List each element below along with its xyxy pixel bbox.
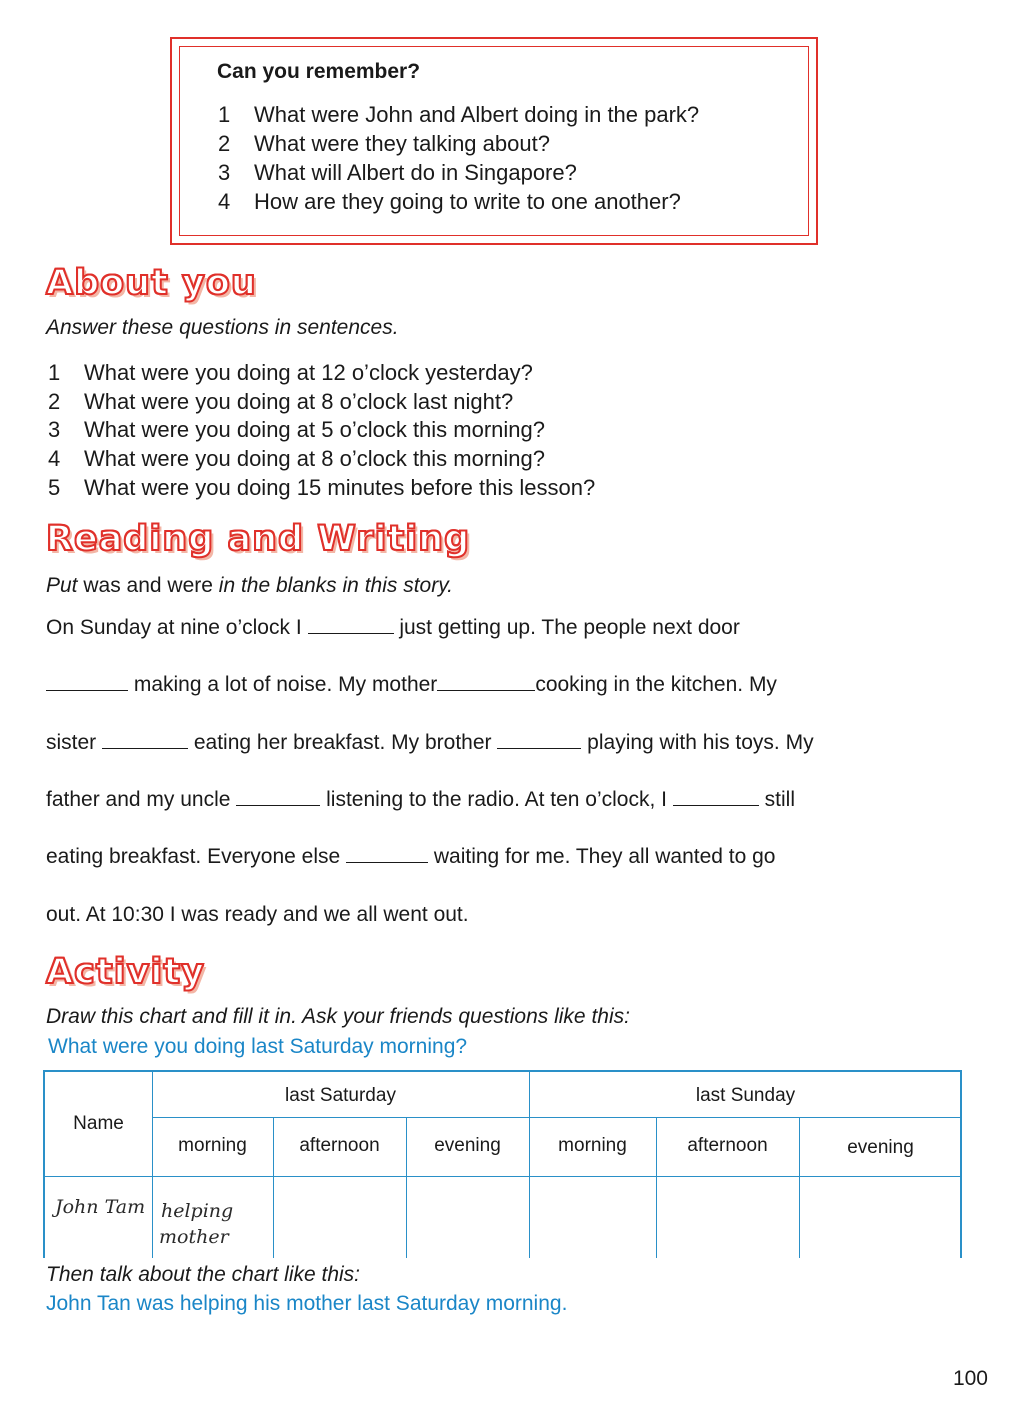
column-header: afternoon	[687, 1135, 768, 1156]
about-question	[48, 417, 545, 443]
name-header: Name	[73, 1113, 124, 1134]
activity-heading: Activity	[46, 952, 205, 992]
activity-instruction: Draw this chart and fill it in. Ask your friends questions like this:	[46, 1005, 630, 1028]
story-text: eating breakfast. Everyone else	[46, 845, 347, 868]
story-line	[46, 845, 775, 869]
story-text: sister	[46, 731, 103, 754]
header-bottom-line	[45, 1176, 962, 1177]
question-text: What were you doing at 5 o’clock this morning?	[84, 417, 546, 442]
story-blank[interactable]	[497, 747, 581, 749]
story-text: listening to the radio. At ten o’clock, I	[320, 788, 673, 811]
question-number: 1	[48, 360, 61, 385]
story-text: On Sunday at nine o’clock I	[46, 616, 308, 639]
question-text: What were you doing 15 minutes before this lesson?	[84, 475, 596, 500]
question-number: 5	[48, 475, 61, 500]
story-text: still	[758, 788, 795, 811]
question-text: What were you doing at 8 o’clock this morning?	[84, 446, 546, 471]
story-text: eating her breakfast. My brother	[188, 731, 498, 754]
question-text: What were they talking about?	[254, 131, 550, 156]
remember-question	[218, 160, 577, 186]
about-question	[48, 360, 533, 386]
example-answer: John Tan was helping his mother last Saturday morning.	[46, 1292, 568, 1315]
activity-chart	[43, 1070, 962, 1258]
column-header: afternoon	[299, 1135, 380, 1156]
question-text: How are they going to write to one another?	[254, 189, 681, 214]
reading-instruction	[46, 574, 453, 598]
story-line	[46, 788, 795, 812]
about-question	[48, 389, 513, 415]
story-blank[interactable]	[236, 804, 320, 806]
story-blank[interactable]	[102, 747, 188, 749]
instruction-pre: Put	[46, 574, 84, 597]
question-text: What were you doing at 12 o’clock yesterday?	[84, 360, 533, 385]
question-number: 2	[48, 389, 61, 414]
about-instruction: Answer these questions in sentences.	[46, 316, 399, 339]
question-number: 3	[218, 160, 231, 185]
question-text: What will Albert do in Singapore?	[254, 160, 577, 185]
about-question	[48, 446, 545, 472]
instruction-post: in the blanks in this story.	[212, 574, 453, 597]
story-text: father and my uncle	[46, 788, 237, 811]
about-question	[48, 475, 595, 501]
column-header: evening	[434, 1135, 501, 1156]
question-text: What were John and Albert doing in the park?	[254, 102, 700, 127]
question-text: What were you doing at 8 o’clock last night?	[84, 389, 514, 414]
story-text: making a lot of noise. My mother	[128, 673, 438, 696]
instruction-keywords: was and were	[83, 574, 213, 597]
story-line	[46, 673, 777, 697]
story-text: waiting for me. They all wanted to go	[428, 845, 776, 868]
group-header-sunday: last Sunday	[695, 1085, 796, 1106]
remember-question	[218, 131, 550, 157]
page-number: 100	[952, 1367, 988, 1390]
story-text: out. At 10:30 I was ready and we all went out.	[46, 903, 469, 926]
example-question: What were you doing last Saturday morning?	[48, 1035, 468, 1058]
reading-writing-heading: Reading and Writing	[46, 519, 471, 559]
remember-title: Can you remember?	[217, 60, 421, 83]
story-blank[interactable]	[308, 632, 394, 634]
question-number: 1	[218, 102, 231, 127]
story-line	[46, 903, 469, 927]
story-text: playing with his toys. My	[581, 731, 814, 754]
story-line	[46, 731, 814, 755]
question-number: 4	[48, 446, 61, 471]
row-entry-handwritten: mother	[159, 1226, 229, 1248]
column-header: morning	[178, 1135, 247, 1156]
followup-instruction: Then talk about the chart like this:	[46, 1263, 361, 1286]
group-header-saturday: last Saturday	[285, 1085, 396, 1106]
question-number: 3	[48, 417, 61, 442]
story-blank[interactable]	[437, 689, 535, 691]
about-you-heading: About you	[46, 263, 257, 303]
story-text: cooking in the kitchen. My	[535, 673, 777, 696]
story-line	[46, 616, 740, 640]
question-number: 2	[218, 131, 231, 156]
row-name-handwritten: John Tam	[55, 1196, 146, 1218]
story-blank[interactable]	[673, 804, 759, 806]
question-number: 4	[218, 189, 231, 214]
story-text: just getting up. The people next door	[393, 616, 740, 639]
remember-question	[218, 102, 699, 128]
remember-question	[218, 189, 681, 215]
column-header: morning	[558, 1135, 627, 1156]
story-blank[interactable]	[46, 689, 128, 691]
column-header: evening	[847, 1137, 914, 1158]
story-blank[interactable]	[346, 861, 428, 863]
row-entry-handwritten: helping	[161, 1200, 234, 1222]
